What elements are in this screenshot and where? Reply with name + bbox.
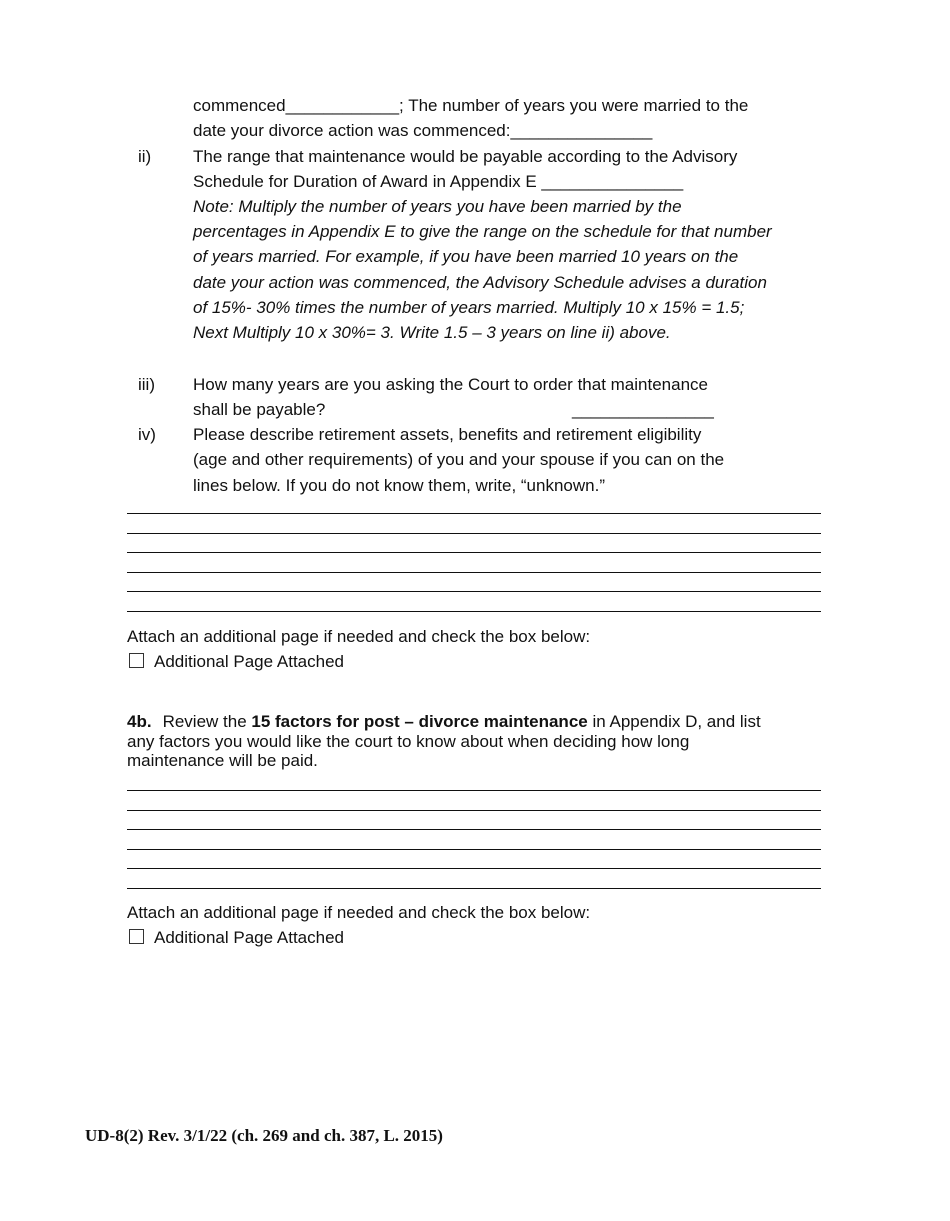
answer-line[interactable] xyxy=(127,572,821,573)
item-ii-note-line-1: Note: Multiply the number of years you have been married by the xyxy=(193,197,682,216)
answer-line[interactable] xyxy=(127,591,821,592)
checkbox-label-2: Additional Page Attached xyxy=(154,928,344,947)
answer-line[interactable] xyxy=(127,829,821,830)
item-i-line-1: commenced____________; The number of years you were married to the xyxy=(193,96,749,115)
item-ii-note-line-2: percentages in Appendix E to give the range on the schedule for that number xyxy=(193,222,772,241)
item-iii-line-2: shall be payable? xyxy=(193,400,326,419)
checkbox-icon[interactable] xyxy=(129,929,144,944)
form-footer-id: UD-8(2) Rev. 3/1/22 (ch. 269 and ch. 387, L. 2015) xyxy=(85,1126,443,1145)
answer-line[interactable] xyxy=(127,849,821,850)
additional-page-checkbox-row-2[interactable] xyxy=(127,925,344,950)
answer-line[interactable] xyxy=(127,611,821,612)
item-iv-line-3: lines below. If you do not know them, write, “unknown.” xyxy=(193,476,605,495)
section-4b-text-post: in Appendix D, and list xyxy=(587,712,761,731)
section-4b-number: 4b. xyxy=(127,712,152,731)
item-iv-line-1: Please describe retirement assets, benefits and retirement eligibility xyxy=(193,425,702,444)
item-iv-marker: iv) xyxy=(138,425,156,444)
answer-line[interactable] xyxy=(127,533,821,534)
answer-line[interactable] xyxy=(127,888,821,889)
section-4b-text-pre: Review the xyxy=(162,712,252,731)
item-ii-note-line-5: of 15%- 30% times the number of years married. Multiply 10 x 15% = 1.5; xyxy=(193,298,745,317)
answer-line[interactable] xyxy=(127,552,821,553)
item-iii-answer-blank[interactable]: _______________ xyxy=(572,400,714,419)
answer-line[interactable] xyxy=(127,513,821,514)
additional-page-checkbox-row-1[interactable] xyxy=(127,649,344,674)
checkbox-icon[interactable] xyxy=(129,653,144,668)
section-4b-heading xyxy=(127,712,761,732)
item-iii-marker: iii) xyxy=(138,375,155,394)
item-iii-line-1: How many years are you asking the Court to order that maintenance xyxy=(193,375,708,394)
item-ii-note-line-4: date your action was commenced, the Advisory Schedule advises a duration xyxy=(193,273,767,292)
item-ii-line-2: Schedule for Duration of Award in Appendix E _______________ xyxy=(193,172,684,191)
attach-instruction-1: Attach an additional page if needed and check the box below: xyxy=(127,627,591,646)
checkbox-label-1: Additional Page Attached xyxy=(154,652,344,671)
item-ii-note-line-6: Next Multiply 10 x 30%= 3. Write 1.5 – 3 years on line ii) above. xyxy=(193,323,671,342)
item-i-line-2: date your divorce action was commenced:_______________ xyxy=(193,121,653,140)
answer-line[interactable] xyxy=(127,810,821,811)
section-4b-line-3: maintenance will be paid. xyxy=(127,751,318,770)
section-4b-line-2: any factors you would like the court to know about when deciding how long xyxy=(127,732,690,751)
item-ii-line-1: The range that maintenance would be payable according to the Advisory xyxy=(193,147,738,166)
answer-line[interactable] xyxy=(127,868,821,869)
attach-instruction-2: Attach an additional page if needed and check the box below: xyxy=(127,903,591,922)
item-ii-marker: ii) xyxy=(138,147,152,166)
section-4b-bold: 15 factors for post – divorce maintenance xyxy=(251,712,588,731)
item-iv-line-2: (age and other requirements) of you and your spouse if you can on the xyxy=(193,450,725,469)
item-ii-note-line-3: of years married. For example, if you have been married 10 years on the xyxy=(193,247,739,266)
answer-line[interactable] xyxy=(127,790,821,791)
